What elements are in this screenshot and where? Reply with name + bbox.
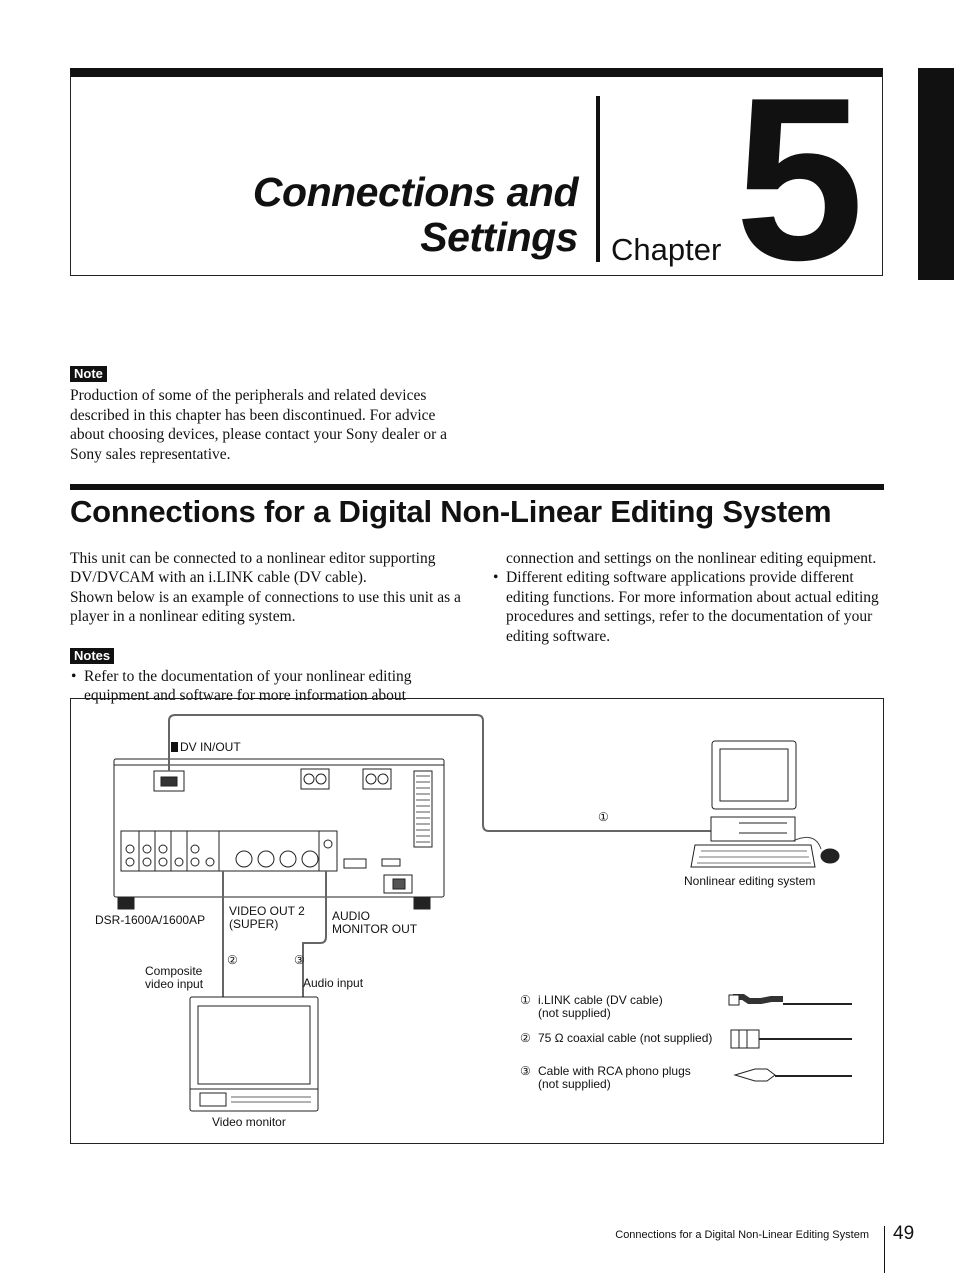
connection-diagram (70, 698, 884, 1144)
section-rule (70, 484, 884, 490)
cable-marker-3: ③ (294, 953, 305, 967)
cable-marker-2: ② (227, 953, 238, 967)
legend-mark-1: ① (520, 993, 531, 1007)
audio-monitor-out-label (332, 910, 417, 936)
composite-line-2: video input (145, 977, 204, 991)
intro-paragraph-1: This unit can be connected to a nonlinear editor supporting DV/DVCAM with an i.LINK cable (DV cable). (70, 550, 436, 587)
legend-item-2 (520, 1031, 713, 1045)
audio-input-label: Audio input (303, 976, 364, 990)
video-out-2-subtext: (SUPER) (229, 917, 279, 931)
notes-bullet-1-continued: connection and settings on the nonlinear editing equipment. (506, 550, 877, 567)
dv-in-out-label (171, 741, 241, 754)
composite-line-1: Composite (145, 964, 203, 978)
notes-label-row (70, 646, 465, 665)
composite-video-input-label (145, 965, 203, 991)
intro-paragraph-2: Shown below is an example of connections to use this unit as a player in a nonlinear editing system. (70, 588, 461, 626)
legend-line-3b: (not supplied) (538, 1077, 611, 1091)
notes-label: Notes (70, 648, 114, 664)
video-monitor-illustration (190, 997, 318, 1111)
note-text: Production of some of the peripherals and related devices described in this chapter has been discontinued. For advice about choosing devices, please contact your Sony dealer or a Sony sales representative. (70, 387, 448, 463)
right-column (492, 549, 887, 646)
video-out-2-label (229, 905, 305, 931)
notes-bullet-1: • Refer to the documentation of your nonlinear editing equipment and software for more information about (70, 667, 465, 706)
chapter-title-line-2: Settings (420, 214, 578, 260)
legend-text-3 (538, 1065, 691, 1091)
chapter-title (253, 170, 578, 260)
footer-running-title: Connections for a Digital Non-Linear Editing System (615, 1229, 869, 1241)
notes-bullet-2: • Different editing software applications provide different editing functions. For more information about actual editing procedures and settings, refer to the documentation of your editing software. (492, 568, 887, 646)
legend-line-1b: (not supplied) (538, 1006, 611, 1020)
chapter-divider (596, 96, 600, 262)
chapter-word: Chapter (611, 232, 722, 267)
nle-system-label: Nonlinear editing system (684, 874, 816, 888)
legend-cables (729, 995, 852, 1081)
deck-model-label: DSR-1600A/1600AP (95, 913, 206, 927)
legend-mark-2: ② (520, 1031, 531, 1045)
video-monitor-label: Video monitor (212, 1115, 286, 1129)
chapter-thumb-tab (918, 68, 954, 280)
legend-line-1a: i.LINK cable (DV cable) (538, 993, 663, 1007)
section-title: Connections for a Digital Non-Linear Editing System (70, 494, 832, 529)
note-label: Note (70, 366, 107, 382)
video-out-2-text: VIDEO OUT 2 (229, 904, 305, 918)
ilink-icon (171, 742, 178, 752)
legend-item-3 (520, 1064, 691, 1091)
footer-divider (884, 1226, 885, 1273)
legend-item-1 (520, 993, 663, 1020)
computer-illustration (691, 741, 839, 867)
chapter-number: 5 (735, 50, 859, 309)
legend-mark-3: ③ (520, 1064, 531, 1078)
audio-monitor-out-line-1: AUDIO (332, 909, 371, 923)
cable-marker-1: ① (598, 810, 609, 824)
legend-text-2: 75 Ω coaxial cable (not supplied) (538, 1031, 713, 1045)
chapter-title-line-1: Connections and (252, 169, 578, 215)
dv-in-out-text: DV IN/OUT (180, 740, 241, 754)
legend-line-3a: Cable with RCA phono plugs (538, 1064, 691, 1078)
legend-text-1 (538, 994, 663, 1020)
left-column (70, 549, 465, 706)
audio-monitor-out-line-2: MONITOR OUT (332, 922, 418, 936)
page-number: 49 (893, 1223, 915, 1244)
deck-illustration (114, 759, 444, 909)
note-block (70, 364, 465, 464)
